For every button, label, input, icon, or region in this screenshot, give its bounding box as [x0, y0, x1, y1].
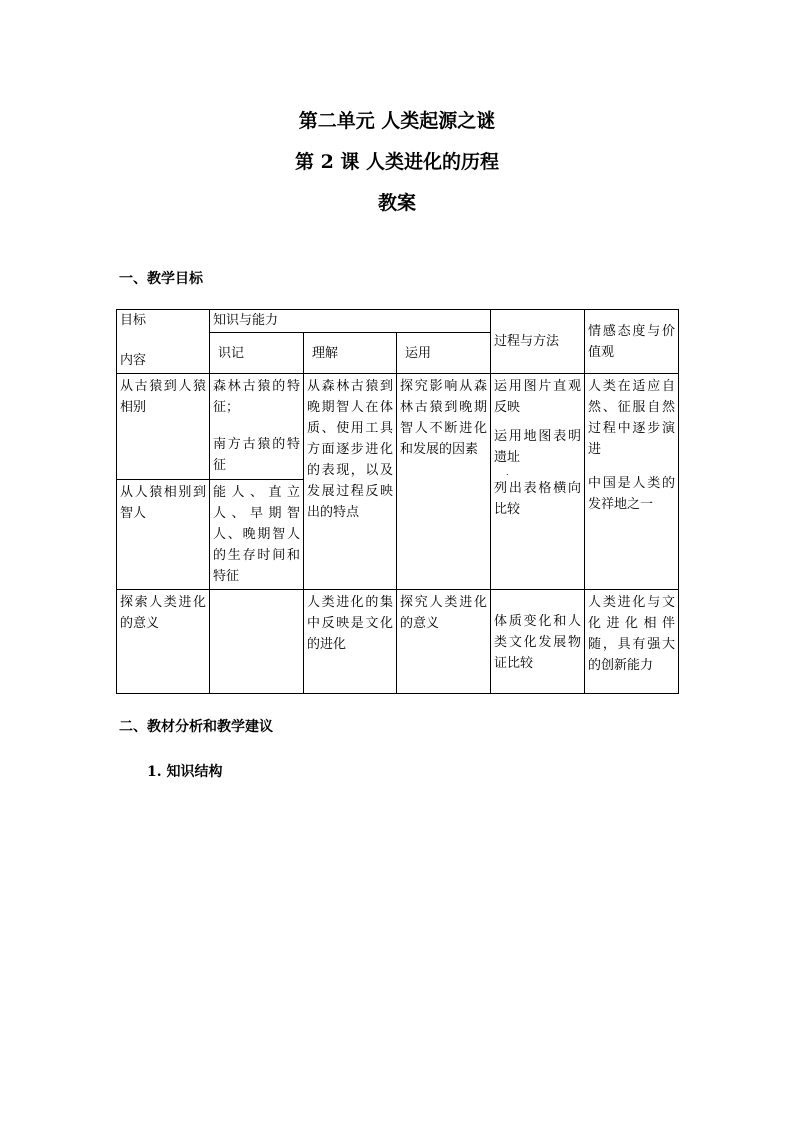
- header-knowledge-ability: 知识与能力: [210, 310, 491, 333]
- row3-recall: [210, 590, 304, 694]
- process-item-images: 运用图片直观反映: [494, 379, 582, 415]
- shared-attitude: [585, 374, 679, 590]
- header-recall: 识记: [210, 333, 304, 374]
- header-attitude-values: 情感态度与价值观: [585, 310, 679, 374]
- header-understand: 理解: [304, 333, 397, 374]
- table-corner-cell: [117, 310, 210, 374]
- unit-title: 第二单元 人类起源之谜: [298, 110, 496, 132]
- row2-recall: 能人、直立人、早期智人、晚期智人的生存时间和特征: [210, 480, 304, 590]
- attitude-item-evolution: 人类在适应自然、征服自然过程中逐步演进: [588, 379, 676, 457]
- lesson-title: 第 2 课 人类进化的历程: [294, 151, 500, 173]
- row3-attitude: 人类进化与文化进化相伴随，具有强大的创新能力: [585, 590, 679, 694]
- shared-understand: 从森林古猿到晚期智人在体质、使用工具方面逐步进化的表现，以及发展过程反映出的特点: [304, 374, 397, 590]
- subsection-knowledge-structure: 1. 知识结构: [147, 764, 223, 780]
- process-item-maps: 运用地图表明遗址: [494, 429, 582, 465]
- row3-content: 探索人类进化的意义: [117, 590, 210, 694]
- doc-type-title: 教案: [377, 192, 416, 214]
- row3-process: 体质变化和人类文化发展物证比较: [491, 590, 585, 694]
- shared-apply: 探究影响从森林古猿到晚期智人不断进化和发展的因素: [397, 374, 491, 590]
- attitude-item-china: 中国是人类的发祥地之一: [588, 476, 676, 512]
- section-heading-analysis: 二、教材分析和教学建议: [119, 719, 273, 735]
- header-process-method: 过程与方法: [491, 310, 585, 374]
- row3-understand: 人类进化的集中反映是文化的进化: [304, 590, 397, 694]
- header-apply: 运用: [397, 333, 491, 374]
- process-dot: .: [506, 468, 509, 477]
- process-item-tables: 列出表格横向比较: [494, 481, 582, 517]
- row1-recall: [210, 374, 304, 480]
- row1-recall-b: 南方古猿的特征: [213, 437, 300, 473]
- teaching-goals-table: [116, 309, 679, 694]
- row1-content: 从古猿到人猿相别: [117, 374, 210, 480]
- row3-apply: 探究人类进化的意义: [397, 590, 491, 694]
- row1-recall-a: 森林古猿的特征；: [213, 379, 300, 415]
- row2-content: 从人猿相别到智人: [117, 480, 210, 590]
- corner-label-goal: 目标: [120, 313, 147, 328]
- corner-label-content: 内容: [120, 353, 147, 368]
- shared-process: [491, 374, 585, 590]
- section-heading-goals: 一、教学目标: [119, 271, 203, 287]
